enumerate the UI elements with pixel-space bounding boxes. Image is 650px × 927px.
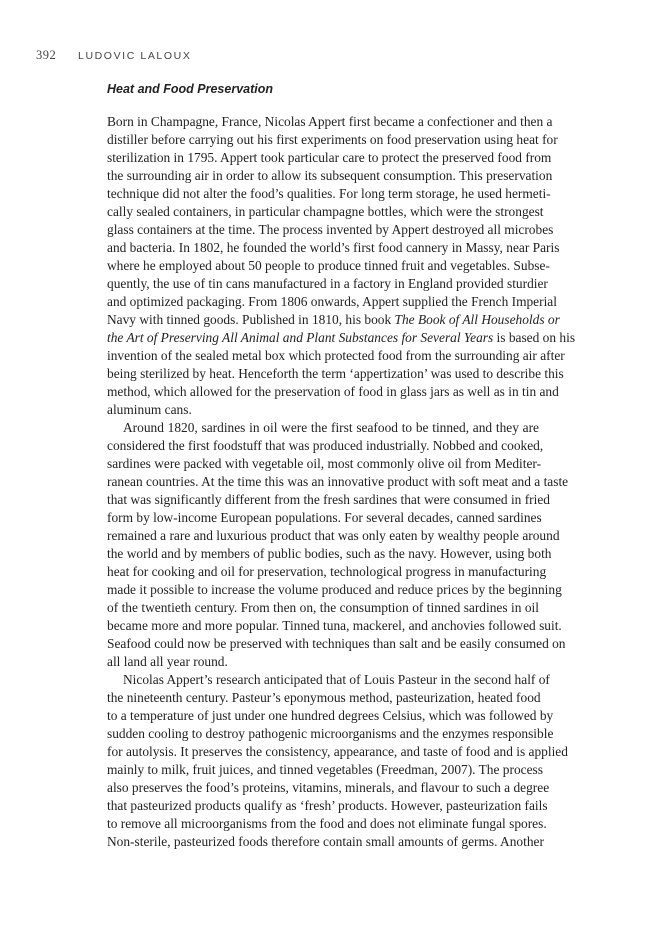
text-line: considered the first foodstuff that was produced industrially. Nobbed and cooked, (107, 438, 544, 453)
running-head-author: LUDOVIC LALOUX (78, 50, 192, 62)
text-line: ranean countries. At the time this was an innovative product with soft meat and a taste (107, 474, 569, 489)
text-line: Born in Champagne, France, Nicolas Appert first became a confectioner and then a (107, 114, 553, 129)
text-line: to remove all microorganisms from the food and does not eliminate fungal spores. (107, 816, 547, 831)
text-line: cally sealed containers, in particular champagne bottles, which were the strongest (107, 204, 544, 219)
text-line: the world and by members of public bodies, such as the navy. However, using both (107, 546, 552, 561)
text-line: the nineteenth century. Pasteur’s eponymous method, pasteurization, heated food (107, 690, 541, 705)
text-line: of the twentieth century. From then on, the consumption of tinned sardines in oil (107, 600, 539, 615)
text-line: glass containers at the time. The process invented by Appert destroyed all microbes (107, 222, 554, 237)
text-line: sudden cooling to destroy pathogenic microorganisms and the enzymes responsible (107, 726, 554, 741)
text-line: being sterilized by heat. Henceforth the term ‘appertization’ was used to describe this (107, 366, 564, 381)
text-line: that pasteurized products qualify as ‘fresh’ products. However, pasteurization fails (107, 798, 548, 813)
text-line: heat for cooking and oil for preservation, technological progress in manufacturing (107, 564, 547, 579)
text-line: sterilization in 1795. Appert took particular care to protect the preserved food from (107, 150, 552, 165)
text-line: quently, the use of tin cans manufactured in a factory in England provided sturdier (107, 276, 548, 291)
text-line: distiller before carrying out his first experiments on food preservation using heat for (107, 132, 558, 147)
text-line: became more and more popular. Tinned tuna, mackerel, and anchovies followed suit. (107, 618, 562, 633)
text-line: Seafood could now be preserved with techniques than salt and be easily consumed on (107, 636, 566, 651)
text-line: invention of the sealed metal box which protected food from the surrounding air after (107, 348, 565, 363)
text-line: and bacteria. In 1802, he founded the world’s first food cannery in Massy, near Paris (107, 240, 560, 255)
text-line: form by low-income European populations. For several decades, canned sardines (107, 510, 542, 525)
section-heading: Heat and Food Preservation (107, 82, 274, 96)
text-line: all land all year round. (107, 654, 228, 669)
text-line: and optimized packaging. From 1806 onwards, Appert supplied the French Imperial (107, 294, 557, 309)
text-line: Nicolas Appert’s research anticipated that of Louis Pasteur in the second half of (123, 672, 550, 687)
text-line: sardines were packed with vegetable oil, most commonly olive oil from Mediter- (107, 456, 542, 471)
text-line: Non-sterile, pasteurized foods therefore contain small amounts of germs. Another (107, 834, 544, 849)
text-line: the surrounding air in order to allow its subsequent consumption. This preservation (107, 168, 553, 183)
text-line: mainly to milk, fruit juices, and tinned vegetables (Freedman, 2007). The process (107, 762, 543, 777)
text-line: aluminum cans. (107, 402, 192, 417)
text-line: the Art of Preserving All Animal and Plant Substances for Several Years is based on his (107, 330, 576, 345)
text-line: that was significantly different from the fresh sardines that were consumed in fried (107, 492, 550, 507)
text-line: remained a rare and luxurious product that was only eaten by wealthy people around (107, 528, 560, 543)
page-number: 392 (36, 48, 57, 62)
text-line: also preserves the food’s proteins, vitamins, minerals, and flavour to such a degree (107, 780, 550, 795)
text-line: for autolysis. It preserves the consistency, appearance, and taste of food and is applied (107, 744, 568, 759)
body-text (107, 113, 576, 851)
text-line: made it possible to increase the volume produced and reduce prices by the beginning (107, 582, 562, 597)
text-line: technique did not alter the food’s qualities. For long term storage, he used hermeti- (107, 186, 551, 201)
text-line: Around 1820, sardines in oil were the first seafood to be tinned, and they are (123, 420, 539, 435)
text-line: Navy with tinned goods. Published in 1810, his book The Book of All Households or (107, 312, 560, 327)
text-line: method, which allowed for the preservation of food in glass jars as well as in tin and (107, 384, 559, 399)
text-line: to a temperature of just under one hundred degrees Celsius, which was followed by (107, 708, 554, 723)
text-line: where he employed about 50 people to produce tinned fruit and vegetables. Subse- (107, 258, 550, 273)
running-head (36, 48, 191, 63)
